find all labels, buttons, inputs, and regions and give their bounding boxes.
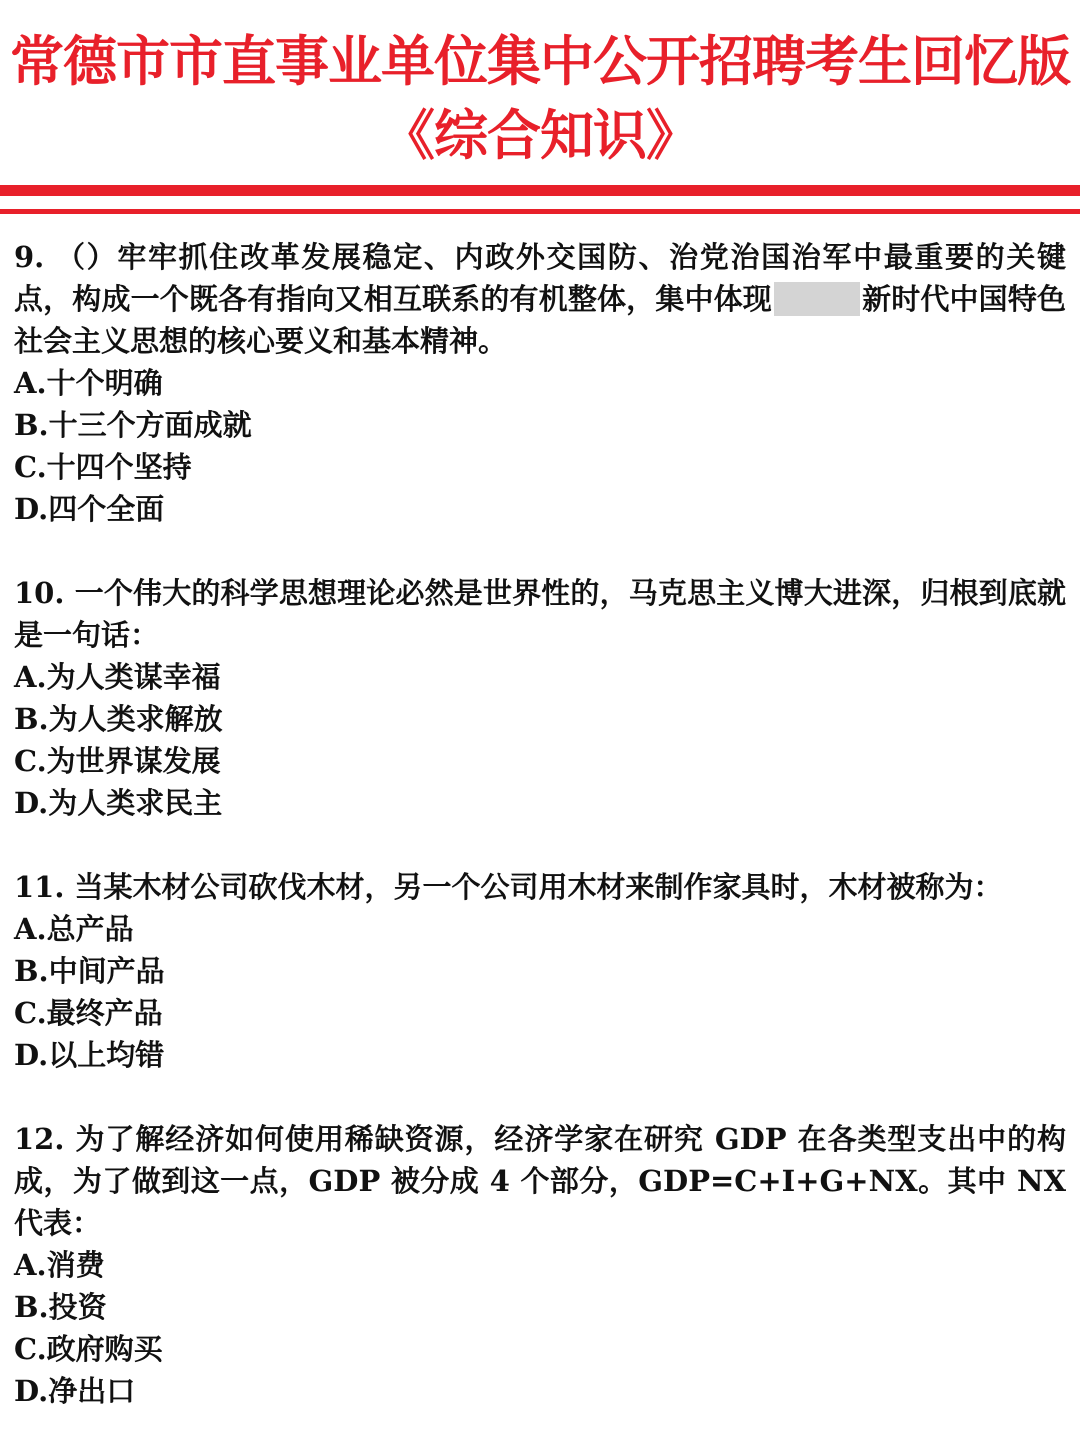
question-text: 10. 一个伟大的科学思想理论必然是世界性的，马克思主义博大进深，归根到底就是一句话： bbox=[14, 576, 1066, 652]
option-b: B.中间产品 bbox=[14, 954, 165, 988]
header-rule-thick bbox=[0, 185, 1080, 196]
option-d: D.净出口 bbox=[14, 1374, 136, 1408]
question-list bbox=[14, 236, 1066, 1454]
question-9 bbox=[14, 236, 1066, 530]
question-text: 12. 为了解经济如何使用稀缺资源，经济学家在研究 GDP 在各类型支出中的构成，为了做到这一点，GDP 被分成 4 个部分，GDP=C+I+G+NX。其中 NX 代表： bbox=[14, 1122, 1066, 1240]
option-c: C.政府购买 bbox=[14, 1332, 163, 1366]
option-b: B.为人类求解放 bbox=[14, 702, 223, 736]
option-c: C.为世界谋发展 bbox=[14, 744, 221, 778]
option-a: A.为人类谋幸福 bbox=[14, 660, 221, 694]
option-a: A.总产品 bbox=[14, 912, 134, 946]
document-header bbox=[0, 0, 1080, 218]
option-c: C.最终产品 bbox=[14, 996, 163, 1030]
header-rule-thin bbox=[0, 209, 1080, 214]
document-subtitle: 《综合知识》 bbox=[381, 103, 699, 167]
option-b: B.十三个方面成就 bbox=[14, 408, 252, 442]
question-11 bbox=[14, 866, 1066, 1076]
question-text-before: 9. （）牢牢抓住改革发展稳定、内政外交国防、治党治国治军中最重要的关键点，构成一个既各有指向又相互联系的有机整体，集中体现 bbox=[14, 240, 1066, 316]
redacted-block bbox=[774, 282, 860, 316]
document-title: 常德市市直事业单位集中公开招聘考生回忆版 bbox=[10, 29, 1070, 93]
option-d: D.为人类求民主 bbox=[14, 786, 223, 820]
option-b: B.投资 bbox=[14, 1290, 107, 1324]
option-a: A.消费 bbox=[14, 1248, 105, 1282]
option-c: C.十四个坚持 bbox=[14, 450, 192, 484]
question-12 bbox=[14, 1118, 1066, 1412]
question-text-after: 新时代中国特色社会主义思想的核心要义和基本精神。 bbox=[14, 282, 1066, 358]
option-d: D.以上均错 bbox=[14, 1038, 165, 1072]
option-a: A.十个明确 bbox=[14, 366, 163, 400]
question-10 bbox=[14, 572, 1066, 824]
question-text bbox=[14, 236, 1066, 362]
question-text: 11. 当某木材公司砍伐木材，另一个公司用木材来制作家具时，木材被称为： bbox=[14, 870, 1003, 904]
option-d: D.四个全面 bbox=[14, 492, 165, 526]
